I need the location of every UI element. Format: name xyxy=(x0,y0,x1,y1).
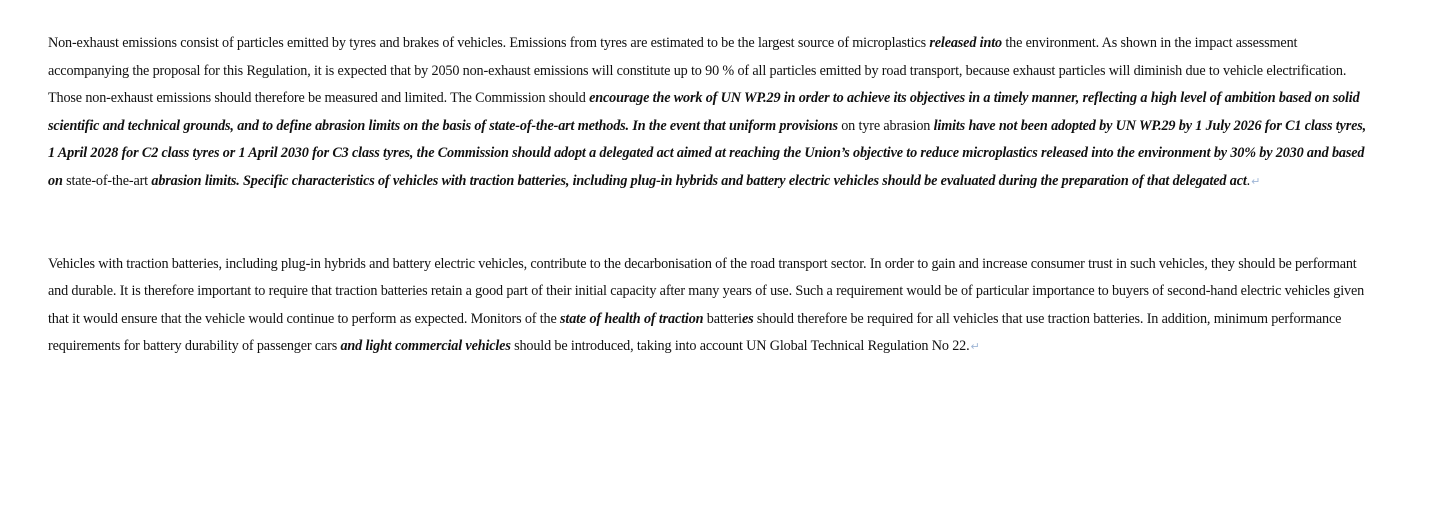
document-body xyxy=(48,30,1370,361)
text-run: on tyre abrasion xyxy=(837,117,934,134)
text-run: should therefore be required for all vehicles that use traction batteries. In addition, minimum performance requirements for battery durability of passenger cars xyxy=(48,310,1342,355)
text-run: should be introduced, taking into account UN Global Technical Regulation No 22. xyxy=(510,338,970,355)
emphasis-run: encourage the work of UN WP.29 in order to achieve its objectives in a timely manner, reflecting a high level of ambition based on solid scientific and technical grounds, and to define abrasion limits on the basis of state-of-the-art methods. In the event that uniform provisions xyxy=(48,90,1360,134)
text-run: Vehicles with traction batteries, including plug-in hybrids and battery electric vehicles, contribute to the decarbonisation of the road transport sector. In order to gain and increase consumer trust in such vehicles, they should be performant and durable. It is therefore important to require that traction batteries retain a good part of their initial capacity after many years of use. Such a requirement would be of particular importance to buyers of second-hand electric vehicles given that it would ensure that the vehicle would continue to perform as expected. Monitors of the xyxy=(48,255,1365,327)
paragraph-mark-icon: ↵ xyxy=(1251,174,1261,188)
paragraph-traction-batteries xyxy=(48,251,1370,361)
text-run: . xyxy=(1246,172,1251,189)
emphasis-run: released into xyxy=(929,35,1002,51)
emphasis-run: es xyxy=(741,310,754,327)
text-run: state-of-the-art xyxy=(62,172,152,189)
paragraph-mark-icon: ↵ xyxy=(970,340,980,354)
text-run: batteri xyxy=(703,310,742,327)
emphasis-run: abrasion limits. Specific characteristics of vehicles with traction batteries, including plug-in hybrids and battery electric vehicles should be evaluated during the preparation of that delegated act xyxy=(151,172,1247,189)
text-run: the environment. As shown in the impact assessment accompanying the proposal for this Regulation, it is expected that by 2050 non-exhaust emissions will constitute up to 90 % of all particles emitted by road transport, because exhaust particles will diminish due to vehicle electrification. Those non-exhaust emissions should therefore be measured and limited. The Commission should xyxy=(48,35,1347,107)
emphasis-run: and light commercial vehicles xyxy=(340,338,511,355)
text-run: Non-exhaust emissions consist of particles emitted by tyres and brakes of vehicles. Emissions from tyres are estimated to be the largest source of microplastics xyxy=(48,35,930,51)
emphasis-run: state of health of traction xyxy=(560,310,704,327)
emphasis-run: limits have not been adopted by UN WP.29 by 1 July 2026 for C1 class tyres, 1 April 2028 for C2 class tyres or 1 April 2030 for C3 class tyres, the Commission should adopt a delegated act aimed at reaching the Union’s objective to reduce microplastics released into the environment by 30% by 2030 and based on xyxy=(48,117,1366,189)
paragraph-non-exhaust-emissions xyxy=(48,30,1370,196)
